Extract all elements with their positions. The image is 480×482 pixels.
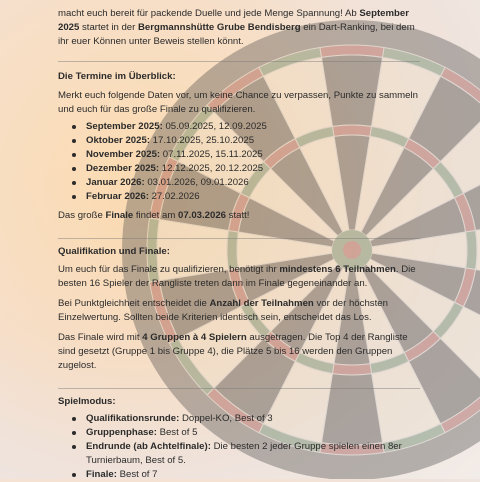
divider: [58, 388, 420, 389]
spielmodus-list: [58, 412, 424, 482]
list-item: Gruppenphase: Best of 5: [58, 426, 424, 440]
divider: [58, 61, 420, 62]
list-item: Qualifikationsrunde: Doppel-KO, Best of 3: [58, 412, 424, 426]
spielmodus-heading: Spielmodus:: [58, 396, 116, 407]
quali-heading: Qualifikation und Finale:: [58, 246, 170, 257]
quali-paragraph: Um euch für das Finale zu qualifizieren, benötigt ihr mindestens 6 Teilnahmen. Die besten 16 Spieler der Rangliste treten dann im Finale gegeneinander an.: [58, 264, 416, 289]
list-item: Februar 2026: 27.02.2026: [58, 190, 424, 204]
list-item: Endrunde (ab Achtelfinale): Die besten 2 jeder Gruppe spielen einen 8er Turnierbaum, Best of 5.: [58, 440, 424, 468]
termine-list: [58, 120, 424, 204]
list-item: September 2025: 05.09.2025, 12.09.2025: [58, 120, 424, 134]
quali-paragraph: Bei Punktgleichheit entscheidet die Anzahl der Teilnahmen vor der höchsten Einzelwertung. Sollten beide Kriterien identisch sein, entscheidet das Los.: [58, 298, 388, 323]
intro-text: macht euch bereit für packende Duelle und jede Menge Spannung! Ab September 2025 startet in der Bergmannshütte Grube Bendisberg ein Dart-Ranking, bei dem ihr euer Können unter Beweis stellen könnt.: [58, 8, 415, 47]
divider: [58, 238, 420, 239]
list-item: Januar 2026: 03.01.2026, 09.01.2026: [58, 176, 424, 190]
list-item: Dezember 2025: 12.12.2025, 20.12.2025: [58, 162, 424, 176]
list-item: November 2025: 07.11.2025, 15.11.2025: [58, 148, 424, 162]
quali-paragraph: Das Finale wird mit 4 Gruppen à 4 Spielern ausgetragen. Die Top 4 der Rangliste sind gesetzt (Gruppe 1 bis Gruppe 4), die Plätze 5 bis 16 werden den Gruppen zugelost.: [58, 332, 408, 371]
termine-heading: Die Termine im Überblick:: [58, 71, 176, 82]
list-item: Oktober 2025: 17.10.2025, 25.10.2025: [58, 134, 424, 148]
list-item: Finale: Best of 7: [58, 468, 424, 482]
termine-text: Merkt euch folgende Daten vor, um keine Chance zu verpassen, Punkte zu sammeln und euch für das große Finale zu qualifizieren.: [58, 90, 418, 115]
finale-text: Das große Finale findet am 07.03.2026 statt!: [58, 210, 250, 221]
